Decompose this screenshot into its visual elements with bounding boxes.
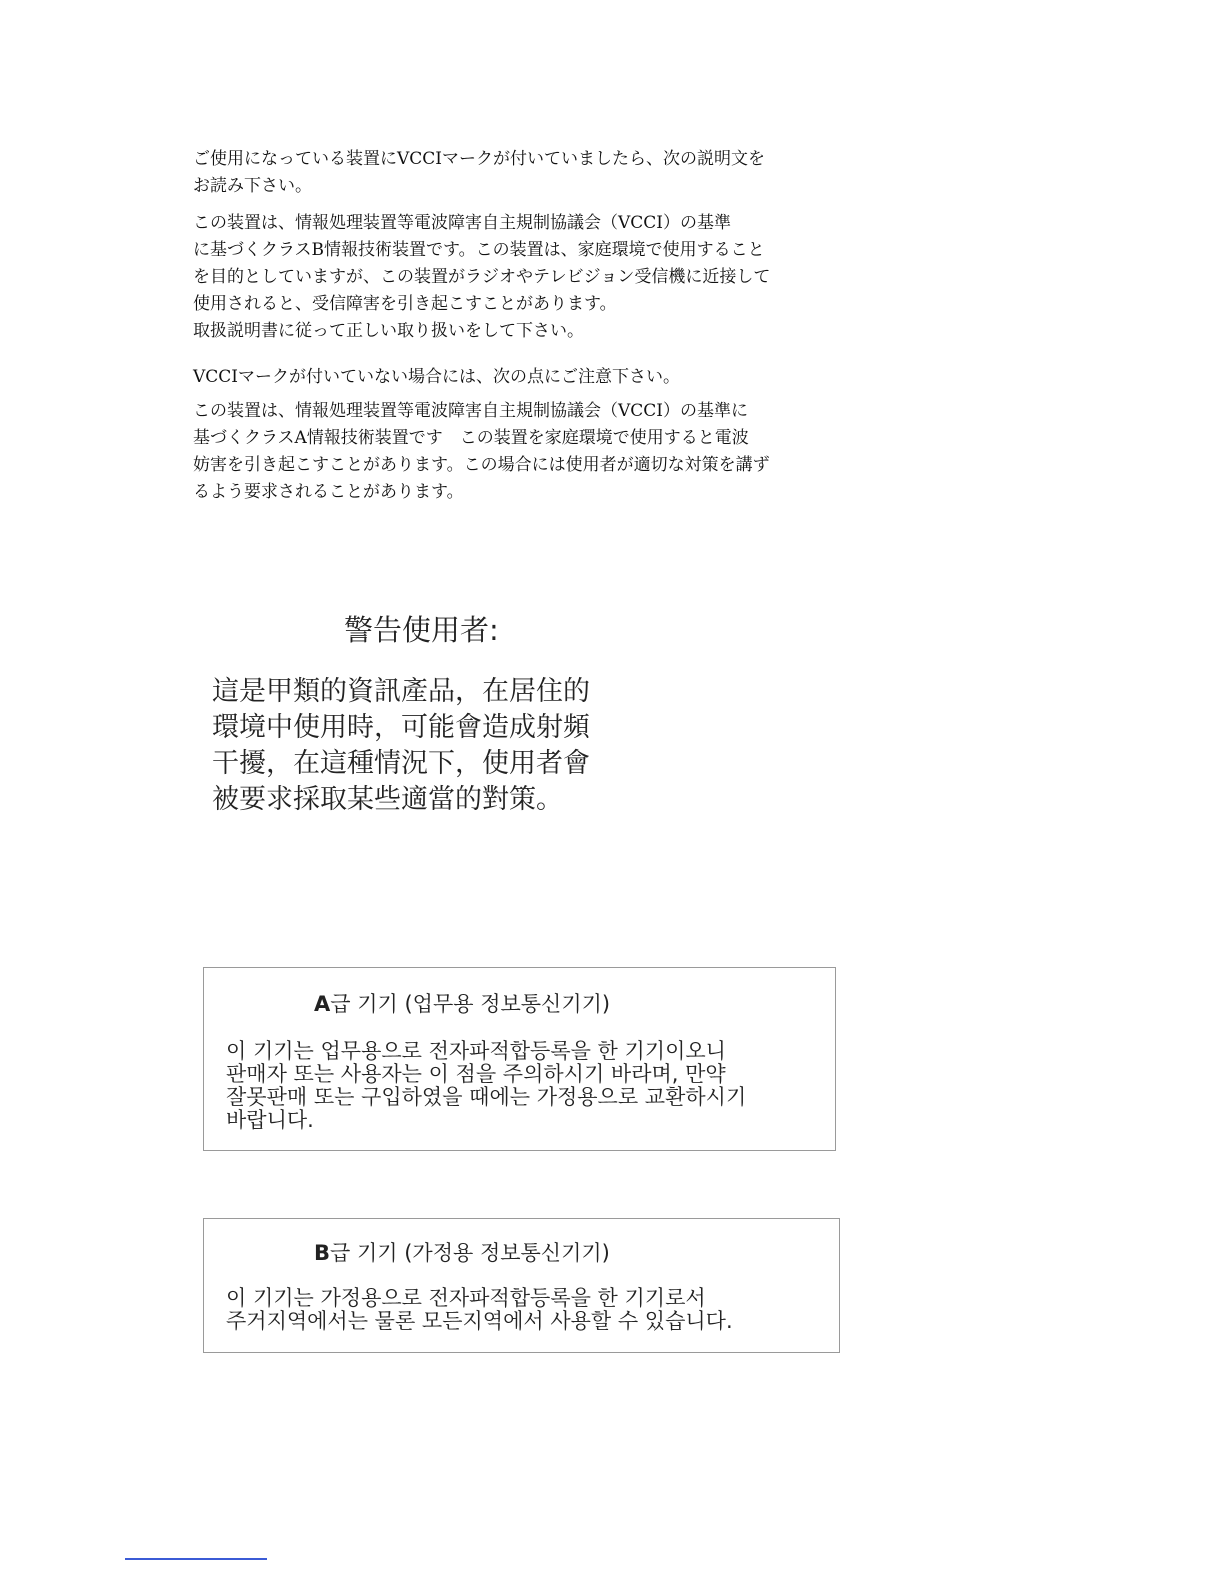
korea-class-a-line: 판매자 또는 사용자는 이 점을 주의하시기 바라며, 만약 [226, 1062, 726, 1086]
korea-class-b-title-text: 급 기기 (가정용 정보통신기기) [330, 1241, 610, 1265]
bsmi-warning-line: 環境中使用時，可能會造成射頻 [212, 712, 590, 743]
korea-class-a-statement [226, 1040, 746, 1132]
footer-rule [125, 1558, 267, 1560]
vcci-class-b-line: 取扱説明書に従って正しい取り扱いをして下さい。 [193, 321, 584, 341]
korea-class-a-title [314, 990, 610, 1018]
korea-class-b-letter: B [314, 1241, 331, 1265]
korea-class-a-letter: A [314, 992, 331, 1016]
vcci-class-b-line: に基づくクラスB情報技術装置です。この装置は、家庭環境で使用すること [193, 240, 765, 260]
vcci-class-a-intro [193, 364, 833, 391]
vcci-class-a-line: 基づくクラスA情報技術装置です この装置を家庭環境で使用すると電波 [193, 428, 749, 448]
vcci-intro-line: お読み下さい。 [193, 176, 312, 196]
korea-class-a-line: 잘못판매 또는 구입하였을 때에는 가정용으로 교환하시기 [226, 1085, 747, 1109]
vcci-intro-line: ご使用になっている装置にVCCIマークが付いていましたら、次の説明文を [193, 149, 766, 169]
korea-class-a-box [203, 967, 836, 1151]
vcci-class-b-line: を目的としていますが、この装置がラジオやテレビジョン受信機に近接して [193, 267, 771, 287]
vcci-class-a-line: るよう要求されることがあります。 [193, 482, 464, 502]
bsmi-warning-line: 被要求採取某些適當的對策。 [212, 784, 563, 815]
korea-class-b-title [314, 1239, 610, 1267]
korea-class-b-line: 주거지역에서는 물론 모든지역에서 사용할 수 있습니다. [226, 1309, 733, 1333]
vcci-class-b-line: 使用されると、受信障害を引き起こすことがあります。 [193, 294, 617, 314]
korea-class-a-line: 이 기기는 업무용으로 전자파적합등록을 한 기기이오니 [226, 1039, 726, 1063]
korea-class-b-line: 이 기기는 가정용으로 전자파적합등록을 한 기기로서 [226, 1286, 706, 1310]
vcci-class-a-line: この装置は、情報処理装置等電波障害自主規制協議会（VCCI）の基準に [193, 401, 749, 421]
vcci-class-a-line: 妨害を引き起こすことがあります。この場合には使用者が適切な対策を講ず [193, 455, 770, 475]
bsmi-warning-line: 干擾，在這種情況下，使用者會 [212, 748, 590, 779]
vcci-class-b-statement [193, 210, 833, 345]
bsmi-warning-line: 這是甲類的資訊產品，在居住的 [212, 676, 590, 707]
vcci-class-a-statement [193, 398, 833, 506]
bsmi-warning-title: 警告使用者: [344, 613, 499, 647]
vcci-intro [193, 146, 833, 200]
vcci-class-a-intro-line: VCCIマークが付いていない場合には、次の点にご注意下さい。 [193, 367, 681, 387]
bsmi-warning-statement [212, 674, 632, 818]
korea-class-b-statement [226, 1287, 733, 1333]
korea-class-b-box [203, 1218, 840, 1353]
korea-class-a-title-text: 급 기기 (업무용 정보통신기기) [330, 992, 611, 1016]
vcci-class-b-line: この装置は、情報処理装置等電波障害自主規制協議会（VCCI）の基準 [193, 213, 732, 233]
korea-class-a-line: 바랍니다. [226, 1108, 314, 1132]
